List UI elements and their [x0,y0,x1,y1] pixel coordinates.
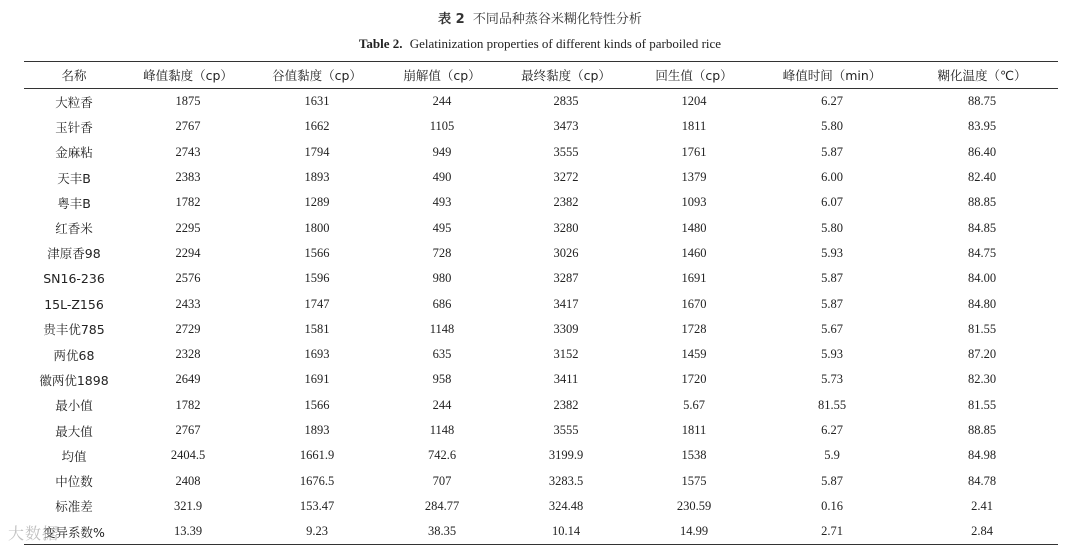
value-cell: 1720 [681,372,707,387]
value-cell: 3272 [553,170,579,185]
value-cell: 1693 [304,347,330,362]
caption-cn-label: 表 2 [438,12,465,27]
value-cell: 635 [432,347,452,362]
value-cell: 2408 [175,473,201,488]
value-cell: 493 [432,195,452,210]
value-cell: 980 [432,271,452,286]
value-cell: 324.48 [548,498,584,513]
table-row [24,165,1058,190]
row-name-cell: 天丰B [57,170,91,186]
value-cell: 2767 [175,119,201,134]
column-header: 糊化温度（℃） [937,68,1027,83]
row-name-cell: 最大值 [55,423,93,439]
value-cell: 707 [432,473,452,488]
column-header: 谷值黏度（cp） [272,68,362,83]
table-row [24,190,1058,215]
table-row [24,393,1058,418]
table-row [24,342,1058,367]
value-cell: 82.30 [967,372,997,387]
row-name-cell: 15L-Z156 [44,296,104,312]
column-header: 崩解值（cp） [403,68,481,83]
row-name-cell: 徽两优1898 [39,372,109,388]
value-cell: 2743 [175,144,201,159]
value-cell: 84.75 [967,245,997,260]
value-cell: 1566 [304,245,330,260]
value-cell: 5.87 [821,473,843,488]
value-cell: 1093 [681,195,707,210]
value-cell: 5.73 [821,372,843,387]
value-cell: 321.9 [173,498,203,513]
row-name-cell: 均值 [61,448,87,464]
value-cell: 742.6 [427,448,457,463]
table-row [24,215,1058,240]
value-cell: 1538 [681,448,707,463]
value-cell: 13.39 [173,524,203,539]
value-cell: 3283.5 [548,473,584,488]
value-cell: 6.00 [821,170,843,185]
value-cell: 1811 [681,423,707,437]
table-row [24,241,1058,266]
row-name-cell: 中位数 [55,474,93,490]
value-cell: 84.80 [967,296,997,311]
value-cell: 2328 [175,347,201,362]
value-cell: 6.27 [821,423,843,437]
value-cell: 5.87 [821,296,843,311]
table-row [24,468,1058,493]
value-cell: 1728 [681,321,707,336]
value-cell: 2295 [175,220,201,235]
table-row [24,140,1058,165]
value-cell: 1204 [681,94,707,109]
value-cell: 1148 [429,321,455,336]
value-cell: 1782 [175,195,201,210]
table-row [24,291,1058,316]
row-name-cell: 最小值 [55,398,93,414]
column-header: 名称 [61,68,87,83]
value-cell: 0.16 [821,498,843,513]
value-cell: 14.99 [679,524,709,539]
value-cell: 5.93 [821,245,843,260]
value-cell: 87.20 [967,347,997,362]
value-cell: 84.78 [967,473,997,488]
value-cell: 2649 [175,372,201,387]
value-cell: 1581 [304,321,330,336]
value-cell: 3152 [553,347,579,362]
table-row [24,519,1058,545]
table-row [24,494,1058,519]
value-cell: 2576 [175,271,201,286]
caption-cn-title: 不同品种蒸谷米糊化特性分析 [472,12,642,27]
value-cell: 3309 [553,321,579,336]
value-cell: 84.85 [967,220,997,235]
value-cell: 6.27 [821,94,843,109]
value-cell: 686 [432,296,452,311]
value-cell: 88.85 [967,195,997,210]
value-cell: 83.95 [967,119,997,134]
row-name-cell: SN16-236 [43,271,105,287]
value-cell: 153.47 [299,498,335,513]
value-cell: 84.98 [967,448,997,463]
value-cell: 3280 [553,220,579,235]
value-cell: 2404.5 [170,448,206,463]
row-name-cell: 玉针香 [55,119,93,135]
value-cell: 3411 [553,372,579,387]
value-cell: 490 [432,170,452,185]
value-cell: 2729 [175,321,201,336]
value-cell: 244 [432,94,452,109]
value-cell: 284.77 [424,498,460,513]
value-cell: 2382 [553,195,579,210]
table-row [24,114,1058,139]
value-cell: 10.14 [551,524,581,539]
value-cell: 2.41 [971,498,993,513]
caption-en-title: Gelatinization properties of different kinds of parboiled rice [409,36,722,51]
value-cell: 3287 [553,271,579,286]
value-cell: 1811 [681,119,707,134]
value-cell: 2382 [553,397,579,412]
table-header [24,62,1058,89]
value-cell: 81.55 [817,397,847,412]
value-cell: 1782 [175,397,201,412]
value-cell: 3026 [553,245,579,260]
value-cell: 1596 [304,271,330,286]
value-cell: 2.71 [821,524,843,539]
row-name-cell: 变异系数% [43,524,105,540]
table-row [24,317,1058,342]
value-cell: 1691 [681,271,707,286]
value-cell: 3199.9 [548,448,584,463]
row-name-cell: 两优68 [53,347,95,363]
value-cell: 1148 [429,423,455,437]
value-cell: 88.75 [967,94,997,109]
table-row [24,266,1058,291]
row-name-cell: 红香米 [55,221,93,237]
value-cell: 1893 [304,423,330,437]
value-cell: 244 [432,397,452,412]
value-cell: 2294 [175,245,201,260]
value-cell: 5.87 [821,144,843,159]
column-header: 峰值黏度（cp） [143,68,233,83]
table-caption-chinese [0,8,1080,27]
row-name-cell: 金麻粘 [55,145,93,161]
value-cell: 9.23 [306,524,328,539]
value-cell: 81.55 [967,397,997,412]
table-row [24,418,1058,443]
value-cell: 728 [432,245,452,260]
value-cell: 84.00 [967,271,997,286]
value-cell: 2.84 [971,524,993,539]
value-cell: 1566 [304,397,330,412]
row-name-cell: 津原香98 [47,246,101,262]
value-cell: 38.35 [427,524,457,539]
value-cell: 3555 [553,144,579,159]
value-cell: 1289 [304,195,330,210]
table-caption-english [0,36,1080,52]
value-cell: 1761 [681,144,707,159]
value-cell: 3555 [553,423,579,437]
value-cell: 3417 [553,296,579,311]
value-cell: 5.87 [821,271,843,286]
value-cell: 82.40 [967,170,997,185]
value-cell: 86.40 [967,144,997,159]
value-cell: 1670 [681,296,707,311]
value-cell: 88.85 [967,423,997,437]
column-header: 回生值（cp） [655,68,733,83]
value-cell: 1691 [304,372,330,387]
value-cell: 6.07 [821,195,843,210]
table-row [24,367,1058,392]
header-row [24,62,1058,89]
value-cell: 958 [432,372,452,387]
value-cell: 230.59 [676,498,712,513]
row-name-cell: 粤丰B [57,195,91,211]
value-cell: 1105 [429,119,455,134]
table-row [24,443,1058,468]
column-header: 最终黏度（cp） [521,68,611,83]
value-cell: 5.80 [821,220,843,235]
value-cell: 5.67 [821,321,843,336]
value-cell: 1379 [681,170,707,185]
gelatinization-table [24,61,1058,545]
row-name-cell: 标准差 [55,499,93,515]
value-cell: 1875 [175,94,201,109]
column-header: 峰值时间（min） [782,68,882,83]
value-cell: 1800 [304,220,330,235]
value-cell: 1794 [304,144,330,159]
value-cell: 1661.9 [299,448,335,463]
value-cell: 1747 [304,296,330,311]
table-row [24,89,1058,115]
value-cell: 1575 [681,473,707,488]
caption-en-label: Table 2. [358,36,403,51]
value-cell: 1631 [304,94,330,109]
table-body [24,89,1058,545]
value-cell: 3473 [553,119,579,134]
value-cell: 1662 [304,119,330,134]
value-cell: 2383 [175,170,201,185]
value-cell: 1460 [681,245,707,260]
watermark-logo: 大数据 [8,524,60,543]
value-cell: 1676.5 [299,473,335,488]
value-cell: 495 [432,220,452,235]
value-cell: 1893 [304,170,330,185]
value-cell: 81.55 [967,321,997,336]
value-cell: 5.93 [821,347,843,362]
row-name-cell: 贵丰优785 [43,322,105,338]
value-cell: 5.80 [821,119,843,134]
value-cell: 2835 [553,94,579,109]
value-cell: 5.67 [683,397,705,412]
value-cell: 1480 [681,220,707,235]
value-cell: 949 [432,144,452,159]
value-cell: 1459 [681,347,707,362]
value-cell: 2767 [175,423,201,437]
value-cell: 5.9 [824,448,840,463]
value-cell: 2433 [175,296,201,311]
row-name-cell: 大粒香 [55,94,93,110]
